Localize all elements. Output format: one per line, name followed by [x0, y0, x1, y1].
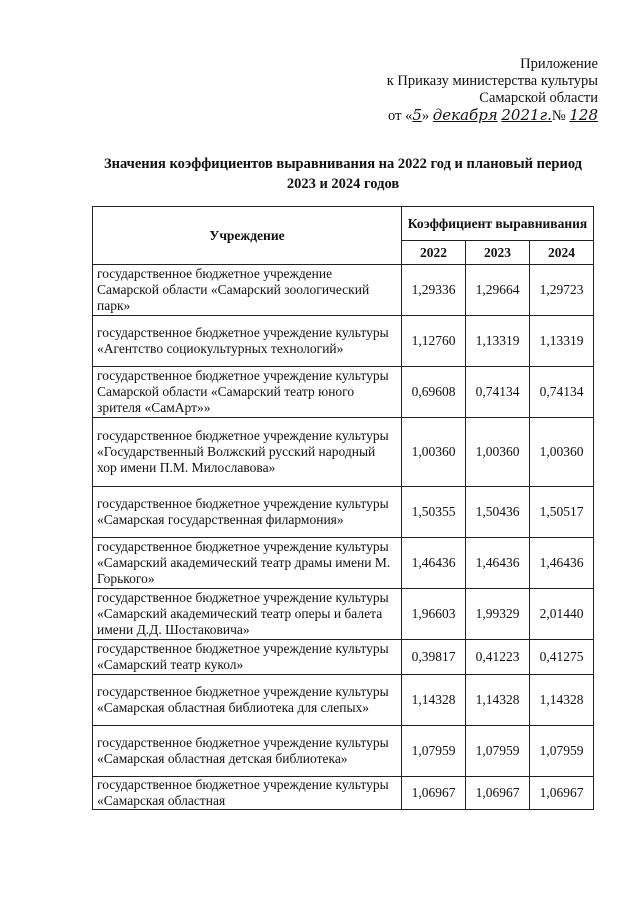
- header-year-2024: 2024: [530, 241, 594, 265]
- value-2023: 0,74134: [466, 367, 530, 418]
- value-2024: 0,41275: [530, 640, 594, 675]
- value-2022: 0,69608: [402, 367, 466, 418]
- table-row: [93, 418, 594, 487]
- header-region: Самарской области: [479, 90, 598, 106]
- value-2022: 1,14328: [402, 675, 466, 726]
- value-2024: 2,01440: [530, 589, 594, 640]
- document-title: [78, 154, 608, 194]
- value-2024: 1,50517: [530, 487, 594, 538]
- header-coefficient: Коэффициент выравнивания: [402, 207, 594, 241]
- institution-name: государственное бюджетное учреждение Самарской области «Самарский зоологический парк»: [93, 265, 402, 316]
- institution-name: государственное бюджетное учреждение культуры «Самарский академический театр оперы и балета имени Д.Д. Шостаковича»: [93, 589, 402, 640]
- value-2022: 1,29336: [402, 265, 466, 316]
- table-row: [93, 726, 594, 777]
- value-2022: 1,50355: [402, 487, 466, 538]
- value-2023: 1,46436: [466, 538, 530, 589]
- value-2022: 1,07959: [402, 726, 466, 777]
- table-row: [93, 316, 594, 367]
- table-row: [93, 367, 594, 418]
- value-2023: 1,50436: [466, 487, 530, 538]
- title-line-2: 2023 и 2024 годов: [286, 176, 400, 192]
- value-2024: 1,46436: [530, 538, 594, 589]
- number-value: 128: [569, 106, 598, 124]
- number-label: №: [551, 108, 566, 124]
- value-2024: 1,06967: [530, 777, 594, 810]
- value-2024: 1,07959: [530, 726, 594, 777]
- value-2023: 1,13319: [466, 316, 530, 367]
- value-2024: 1,14328: [530, 675, 594, 726]
- header-year-2022: 2022: [402, 241, 466, 265]
- value-2022: 1,12760: [402, 316, 466, 367]
- value-2022: 1,00360: [402, 418, 466, 487]
- header-date-line: [387, 107, 598, 125]
- date-year: 2021г.: [501, 106, 552, 124]
- table-row: [93, 777, 594, 810]
- value-2022: 1,06967: [402, 777, 466, 810]
- institution-name: государственное бюджетное учреждение культуры «Самарский театр кукол»: [93, 640, 402, 675]
- title-line-1: Значения коэффициентов выравнивания на 2022 год и плановый период: [103, 156, 583, 172]
- header-order-ref: к Приказу министерства культуры: [386, 73, 598, 89]
- value-2023: 1,99329: [466, 589, 530, 640]
- value-2022: 0,39817: [402, 640, 466, 675]
- institution-name: государственное бюджетное учреждение культуры «Самарская областная детская библиотека»: [93, 726, 402, 777]
- value-2024: 1,00360: [530, 418, 594, 487]
- value-2022: 1,46436: [402, 538, 466, 589]
- date-mid: »: [421, 108, 430, 124]
- value-2024: 0,74134: [530, 367, 594, 418]
- table-row: [93, 487, 594, 538]
- value-2022: 1,96603: [402, 589, 466, 640]
- date-day: 5: [412, 106, 422, 124]
- value-2023: 1,29664: [466, 265, 530, 316]
- coefficients-table: [92, 206, 594, 810]
- institution-name: государственное бюджетное учреждение культуры «Государственный Волжский русский народный хор имени П.М. Милославова»: [93, 418, 402, 487]
- institution-name: государственное бюджетное учреждение культуры «Самарский академический театр драмы имени М. Горького»: [93, 538, 402, 589]
- header-year-2023: 2023: [466, 241, 530, 265]
- document-header: [387, 56, 598, 125]
- institution-name: государственное бюджетное учреждение культуры «Агентство социокультурных технологий»: [93, 316, 402, 367]
- table-row: [93, 640, 594, 675]
- table-row: [93, 589, 594, 640]
- table-row: [93, 675, 594, 726]
- header-appendix: Приложение: [520, 56, 598, 72]
- date-prefix: от «: [388, 108, 413, 124]
- institution-name: государственное бюджетное учреждение культуры «Самарская областная библиотека для слепых»: [93, 675, 402, 726]
- institution-name: государственное бюджетное учреждение культуры «Самарская областная: [93, 777, 402, 810]
- date-month: декабря: [432, 106, 498, 124]
- value-2023: 1,00360: [466, 418, 530, 487]
- institution-name: государственное бюджетное учреждение культуры «Самарская государственная филармония»: [93, 487, 402, 538]
- value-2024: 1,13319: [530, 316, 594, 367]
- header-institution: Учреждение: [93, 207, 402, 265]
- value-2023: 1,06967: [466, 777, 530, 810]
- value-2023: 1,14328: [466, 675, 530, 726]
- institution-name: государственное бюджетное учреждение культуры Самарской области «Самарский театр юного зрителя «СамАрт»»: [93, 367, 402, 418]
- table-row: [93, 265, 594, 316]
- value-2024: 1,29723: [530, 265, 594, 316]
- value-2023: 0,41223: [466, 640, 530, 675]
- value-2023: 1,07959: [466, 726, 530, 777]
- table-row: [93, 538, 594, 589]
